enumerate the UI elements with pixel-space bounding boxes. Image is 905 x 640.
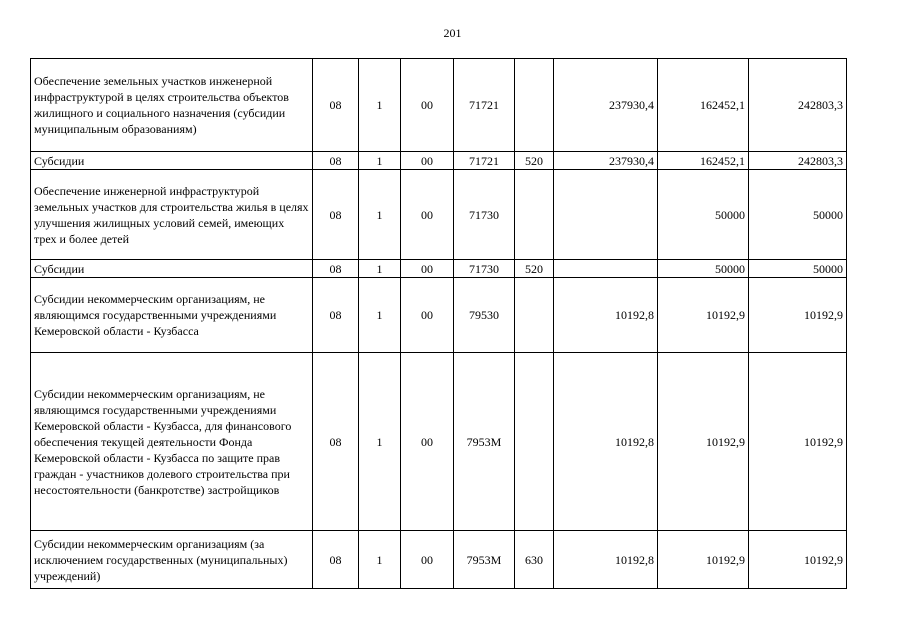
- subprogram-code: 00: [401, 260, 454, 278]
- year2-amount: 162452,1: [658, 152, 749, 170]
- direction-code: 79530: [454, 278, 515, 353]
- program-code: 1: [359, 170, 401, 260]
- year3-amount: 10192,9: [749, 353, 847, 531]
- section-code: 08: [313, 278, 359, 353]
- year1-amount: [554, 260, 658, 278]
- section-code: 08: [313, 260, 359, 278]
- table-row: [31, 170, 847, 260]
- expense-type-code: [515, 278, 554, 353]
- subprogram-code: 00: [401, 531, 454, 589]
- direction-code: 7953М: [454, 531, 515, 589]
- expense-type-code: [515, 170, 554, 260]
- section-code: 08: [313, 59, 359, 152]
- direction-code: 71730: [454, 260, 515, 278]
- budget-table: [30, 58, 847, 589]
- expense-type-code: [515, 353, 554, 531]
- program-code: 1: [359, 260, 401, 278]
- expense-type-code: 630: [515, 531, 554, 589]
- row-name: Субсидии: [31, 260, 313, 278]
- page-number: 201: [443, 26, 462, 40]
- year1-amount: 237930,4: [554, 152, 658, 170]
- row-name: Субсидии некоммерческим организациям, не являющимся государственными учреждениями Кемеровской области - Кузбасса: [31, 278, 313, 353]
- program-code: 1: [359, 531, 401, 589]
- year1-amount: 10192,8: [554, 531, 658, 589]
- year3-amount: 10192,9: [749, 531, 847, 589]
- year2-amount: 10192,9: [658, 353, 749, 531]
- table-row: [31, 353, 847, 531]
- program-code: 1: [359, 152, 401, 170]
- year3-amount: 242803,3: [749, 152, 847, 170]
- program-code: 1: [359, 278, 401, 353]
- year3-amount: 242803,3: [749, 59, 847, 152]
- table-row: [31, 260, 847, 278]
- year1-amount: 10192,8: [554, 278, 658, 353]
- year1-amount: [554, 170, 658, 260]
- row-name: Обеспечение инженерной инфраструктурой земельных участков для строительства жилья в целях улучшения жилищных условий семей, имеющих трех и более детей: [31, 170, 313, 260]
- subprogram-code: 00: [401, 353, 454, 531]
- year1-amount: 237930,4: [554, 59, 658, 152]
- row-name: Субсидии некоммерческим организациям (за исключением государственных (муниципальных) учреждений): [31, 531, 313, 589]
- table-row: [31, 278, 847, 353]
- table-row: [31, 59, 847, 152]
- section-code: 08: [313, 152, 359, 170]
- year3-amount: 50000: [749, 260, 847, 278]
- year1-amount: 10192,8: [554, 353, 658, 531]
- expense-type-code: 520: [515, 260, 554, 278]
- direction-code: 71721: [454, 59, 515, 152]
- year2-amount: 10192,9: [658, 531, 749, 589]
- section-code: 08: [313, 353, 359, 531]
- year2-amount: 50000: [658, 260, 749, 278]
- direction-code: 71721: [454, 152, 515, 170]
- subprogram-code: 00: [401, 152, 454, 170]
- expense-type-code: 520: [515, 152, 554, 170]
- row-name: Субсидии: [31, 152, 313, 170]
- year3-amount: 10192,9: [749, 278, 847, 353]
- program-code: 1: [359, 59, 401, 152]
- year2-amount: 10192,9: [658, 278, 749, 353]
- direction-code: 71730: [454, 170, 515, 260]
- section-code: 08: [313, 531, 359, 589]
- row-name: Субсидии некоммерческим организациям, не являющимся государственными учреждениями Кемеровской области - Кузбасса, для финансового обеспечения текущей деятельности Фонда Кемеровской области - Кузбасса по защите прав граждан - участников долевого строительства при несостоятельности (банкротстве) застройщиков: [31, 353, 313, 531]
- year2-amount: 50000: [658, 170, 749, 260]
- subprogram-code: 00: [401, 59, 454, 152]
- table-row: [31, 531, 847, 589]
- program-code: 1: [359, 353, 401, 531]
- subprogram-code: 00: [401, 278, 454, 353]
- subprogram-code: 00: [401, 170, 454, 260]
- year2-amount: 162452,1: [658, 59, 749, 152]
- year3-amount: 50000: [749, 170, 847, 260]
- expense-type-code: [515, 59, 554, 152]
- table-row: [31, 152, 847, 170]
- row-name: Обеспечение земельных участков инженерной инфраструктурой в целях строительства объектов жилищного и социального назначения (субсидии муниципальным образованиям): [31, 59, 313, 152]
- direction-code: 7953М: [454, 353, 515, 531]
- section-code: 08: [313, 170, 359, 260]
